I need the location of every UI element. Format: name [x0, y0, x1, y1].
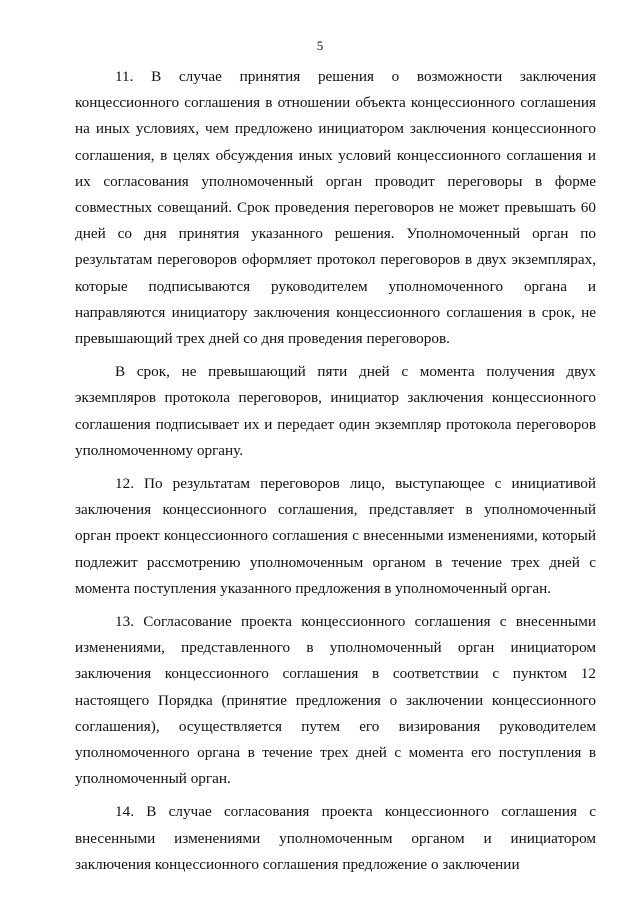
text-line: их согласования уполномоченный орган проводит переговоры в форме: [75, 172, 596, 190]
text-line: превышающий трех дней со дня проведения переговоров.: [75, 330, 450, 348]
page-number: 5: [316, 38, 324, 53]
text-line: соглашения), осуществляется путем его визирования руководителем: [75, 717, 596, 735]
text-line: совместных совещаний. Срок проведения переговоров не может превышать 60: [75, 199, 596, 217]
paragraph-13: [75, 609, 596, 792]
text-line: изменениями, представленного в уполномоченный орган инициатором: [75, 639, 596, 657]
text-line: на иных условиях, чем предложено инициатором заключения концессионного: [75, 120, 596, 138]
text-line: соглашения подписывает их и передает один экземпляр протокола переговоров: [75, 415, 596, 433]
text-line: заключения концессионного соглашения в соответствии с пунктом 12: [75, 665, 596, 683]
text-line: дней со дня принятия указанного решения. Уполномоченный орган по: [75, 225, 596, 243]
text-line: соглашения, в целях обсуждения иных условий концессионного соглашения и: [75, 146, 596, 164]
paragraph-14: [75, 799, 596, 878]
text-line: уполномоченный орган.: [75, 770, 231, 788]
text-line: 12. По результатам переговоров лицо, выступающее с инициативой: [115, 475, 596, 493]
text-line: 11. В случае принятия решения о возможности заключения: [115, 68, 596, 85]
text-line: настоящего Порядка (принятие предложения о заключении концессионного: [75, 691, 596, 709]
text-line: результатам переговоров оформляет протокол переговоров в двух экземплярах,: [75, 251, 596, 269]
text-line: уполномоченного органа в течение трех дней с момента его поступления в: [75, 744, 596, 762]
text-line: 14. В случае согласования проекта концессионного соглашения с: [115, 803, 596, 821]
text-line: В срок, не превышающий пяти дней с момента получения двух: [115, 363, 596, 381]
text-line: уполномоченному органу.: [75, 441, 244, 459]
text-line: концессионного соглашения в отношении объекта концессионного соглашения: [75, 94, 596, 112]
text-line: внесенными изменениями уполномоченным органом и инициатором: [75, 829, 596, 847]
text-line: заключения концессионного соглашения предложение о заключении: [75, 855, 520, 873]
text-line: орган проект концессионного соглашения с внесенными изменениями, который: [75, 527, 596, 545]
text-line: экземпляров протокола переговоров, инициатор заключения концессионного: [75, 389, 596, 407]
text-line: заключения концессионного соглашения, представляет в уполномоченный: [75, 501, 596, 519]
paragraph-12: [75, 471, 596, 602]
text-line: подлежит рассмотрению уполномоченным органом в течение трех дней с: [75, 553, 596, 571]
paragraph-11-continuation: [75, 359, 596, 464]
text-line: направляются инициатору заключения концессионного соглашения в срок, не: [75, 303, 596, 321]
text-line: которые подписываются руководителем уполномоченного органа и: [75, 277, 596, 295]
text-line: момента поступления указанного предложения в уполномоченный орган.: [75, 579, 552, 597]
document-body: [75, 64, 596, 885]
text-line: 13. Согласование проекта концессионного соглашения с внесенными: [115, 613, 596, 631]
paragraph-11: [75, 64, 596, 352]
